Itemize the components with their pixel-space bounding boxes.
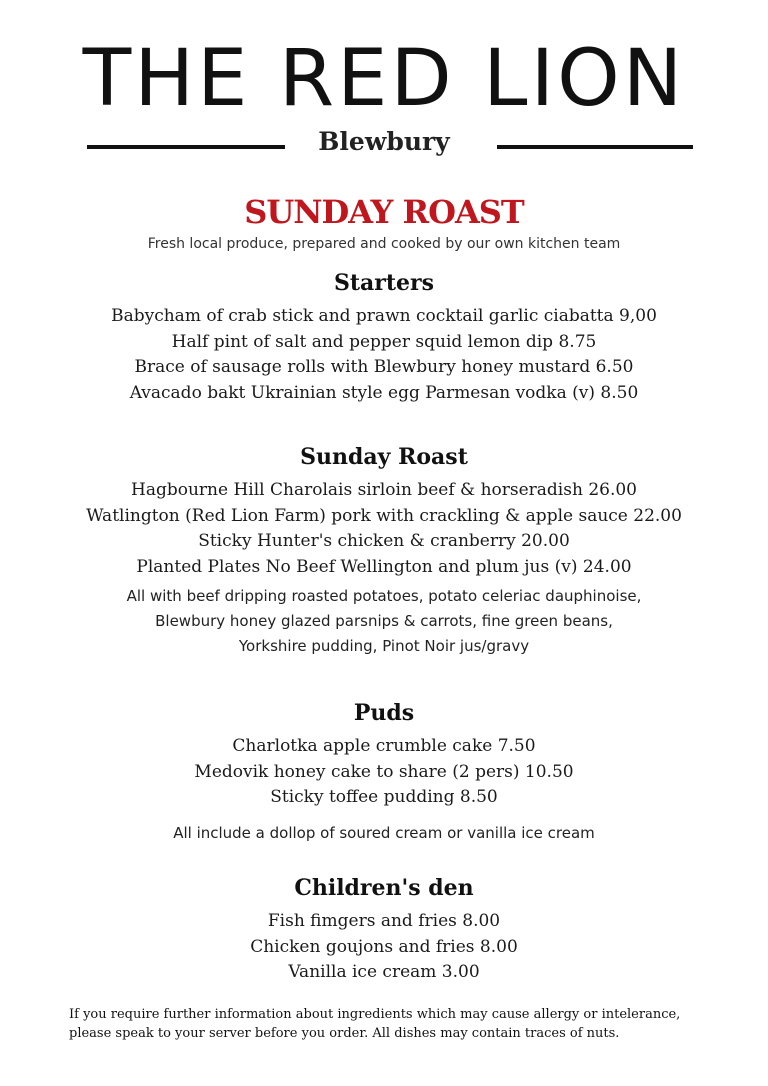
menu-item: Sticky toffee pudding 8.50 bbox=[270, 787, 498, 807]
menu-item: Watlington (Red Lion Farm) pork with crackling & apple sauce 22.00 bbox=[86, 505, 682, 526]
menu-item: Sticky Hunter's chicken & cranberry 20.00 bbox=[198, 531, 570, 551]
section-heading-starters: Starters bbox=[333, 270, 435, 296]
menu-item: Chicken goujons and fries 8.00 bbox=[250, 936, 518, 957]
footer-line: please speak to your server before you order. All dishes may contain traces of nuts. bbox=[69, 1026, 620, 1041]
roast-list bbox=[0, 478, 768, 580]
menu-subtitle: Fresh local produce, prepared and cooked by our own kitchen team bbox=[147, 236, 621, 252]
menu-title: SUNDAY ROAST bbox=[244, 193, 524, 231]
section-heading-children: Children's den bbox=[294, 875, 474, 901]
restaurant-name: THE RED LION bbox=[82, 34, 686, 124]
puds-list bbox=[0, 734, 768, 811]
section-heading-puds: Puds bbox=[353, 700, 415, 726]
section-heading-roast: Sunday Roast bbox=[300, 444, 468, 470]
menu-item: Babycham of crab stick and prawn cocktail garlic ciabatta 9,00 bbox=[111, 306, 657, 326]
footer-line: If you require further information about ingredients which may cause allergy or intelerance, bbox=[69, 1007, 681, 1022]
divider-right bbox=[497, 145, 693, 149]
menu-item: Charlotka apple crumble cake 7.50 bbox=[232, 736, 536, 756]
menu-note: Yorkshire pudding, Pinot Noir jus/gravy bbox=[238, 637, 530, 655]
menu-note: Blewbury honey glazed parsnips & carrots, fine green beans, bbox=[155, 612, 613, 630]
menu-item: Vanilla ice cream 3.00 bbox=[288, 962, 480, 982]
menu-note: All with beef dripping roasted potatoes, potato celeriac dauphinoise, bbox=[126, 587, 642, 605]
puds-notes bbox=[0, 821, 768, 846]
puds-section bbox=[0, 698, 768, 846]
starters-list bbox=[0, 304, 768, 406]
roast-section bbox=[0, 442, 768, 659]
menu-item: Fish fimgers and fries 8.00 bbox=[267, 911, 501, 931]
menu-item: Half pint of salt and pepper squid lemon dip 8.75 bbox=[171, 331, 597, 352]
children-list bbox=[0, 909, 768, 986]
menu-item: Medovik honey cake to share (2 pers) 10.50 bbox=[194, 761, 574, 782]
menu-item: Brace of sausage rolls with Blewbury honey mustard 6.50 bbox=[134, 357, 634, 377]
children-section bbox=[0, 873, 768, 986]
locality-name: Blewbury bbox=[318, 127, 450, 156]
menu-item: Avacado bakt Ukrainian style egg Parmesan vodka (v) 8.50 bbox=[129, 382, 639, 403]
allergy-footer bbox=[69, 1005, 709, 1043]
menu-item: Planted Plates No Beef Wellington and plum jus (v) 24.00 bbox=[136, 556, 632, 577]
menu-item: Hagbourne Hill Charolais sirloin beef & horseradish 26.00 bbox=[131, 480, 637, 500]
roast-notes bbox=[0, 584, 768, 659]
menu-note: All include a dollop of soured cream or vanilla ice cream bbox=[173, 823, 595, 842]
starters-section bbox=[0, 268, 768, 406]
